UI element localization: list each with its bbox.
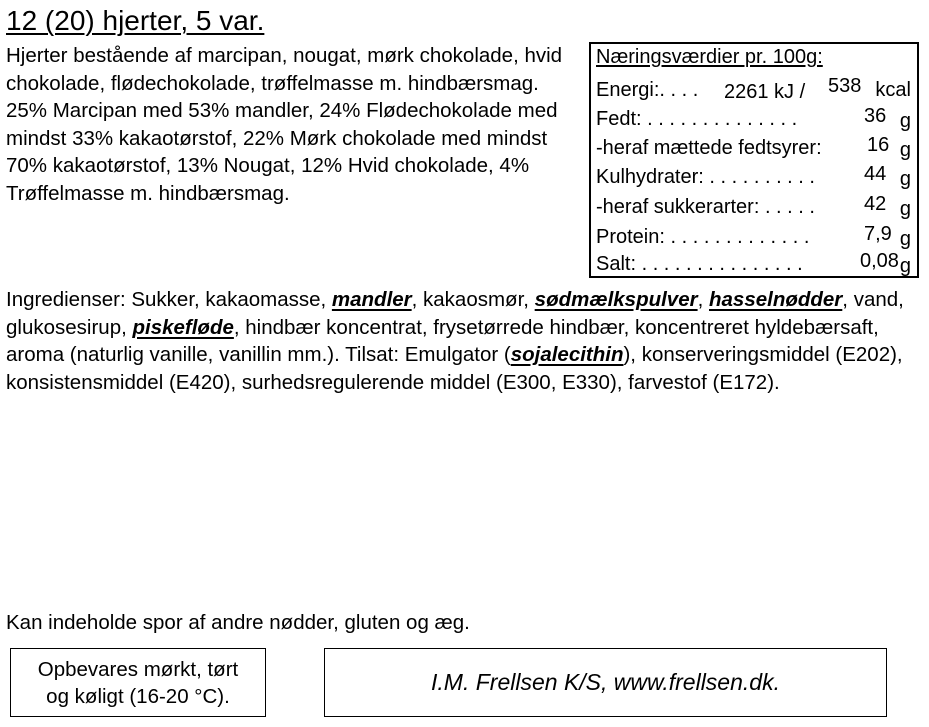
- storage-instructions-box: [10, 648, 266, 717]
- nutrition-value: 44: [864, 163, 887, 185]
- nutrition-label: Fedt: . . . . . . . . . . . . . .: [596, 108, 798, 130]
- producer-name: I.M. Frellsen K/S, www.frellsen.dk.: [431, 669, 780, 695]
- description-percentages: 25% Marcipan med 53% mandler, 24% Flødechokolade med mindst 33% kakaotørstof, 22% Mørk chokolade med mindst 70% kakaotørstof, 13% Nougat, 12% Hvid chokolade, 4% Trøffelmasse m. hindbærsmag.: [6, 99, 558, 205]
- nutrition-row-carbohydrates: [596, 162, 911, 192]
- nutrition-value-kcal: 538: [828, 75, 862, 97]
- nutrition-value: 36: [864, 105, 887, 127]
- nutrition-unit: g: [899, 110, 911, 132]
- nutrition-value: 0,08: [860, 250, 899, 272]
- storage-line: Opbevares mørkt, tørt: [37, 657, 239, 681]
- nutrition-row-sugars: [596, 192, 911, 222]
- storage-line: og køligt (16-20 °C).: [46, 684, 230, 708]
- ingredients-text: , hindbær koncentrat, frysetørrede hindbær, koncentreret hyldebærsaft, aroma (naturlig vanille, vanillin mm.). Tilsat: Emulgator (: [6, 315, 879, 366]
- product-title: 12 (20) hjerter, 5 var.: [6, 5, 265, 36]
- allergen-trace-warning: Kan indeholde spor af andre nødder, gluten og æg.: [6, 611, 470, 634]
- description-composition: Hjerter bestående af marcipan, nougat, mørk chokolade, hvid chokolade, flødechokolade, trøffelmasse m. hindbærsmag.: [6, 44, 563, 95]
- nutrition-unit: g: [899, 168, 911, 190]
- nutrition-label: -heraf mættede fedtsyrer:: [596, 137, 822, 159]
- ingredients-text: Ingredienser: Sukker, kakaomasse,: [6, 288, 332, 311]
- nutrition-value: 16: [867, 134, 890, 156]
- producer-box: [324, 648, 887, 717]
- nutrition-value-kj: 2261 kJ /: [724, 81, 806, 103]
- ingredients-text: ), konserveringsmiddel (E202), konsistensmiddel (E420), surhedsregulerende middel (E300, E330), farvestof (E172).: [6, 343, 903, 394]
- allergen-milk-powder: sødmælkspulver: [534, 288, 698, 311]
- nutrition-unit: kcal: [875, 79, 911, 101]
- nutrition-value: 42: [864, 193, 887, 215]
- nutrition-row-salt: [596, 249, 911, 279]
- ingredients-list: [6, 286, 911, 396]
- ingredients-text: , vand, glukosesirup,: [6, 288, 904, 339]
- nutrition-row-fat: [596, 104, 911, 134]
- nutrition-unit: g: [899, 139, 911, 161]
- nutrition-title: Næringsværdier pr. 100g:: [596, 46, 823, 68]
- nutrition-table: [589, 42, 919, 278]
- nutrition-label: Kulhydrater: . . . . . . . . . .: [596, 166, 815, 188]
- product-description: [6, 42, 581, 207]
- allergen-almonds: mandler: [331, 288, 412, 311]
- ingredients-text: ,: [697, 288, 709, 311]
- ingredients-text: , kakaosmør,: [411, 288, 535, 311]
- nutrition-unit: g: [899, 198, 911, 220]
- allergen-cream: piskefløde: [132, 315, 234, 339]
- nutrition-label: Salt: . . . . . . . . . . . . . . .: [596, 253, 803, 275]
- nutrition-label: Protein: . . . . . . . . . . . . .: [596, 226, 810, 248]
- allergen-hazelnuts: hasselnødder: [709, 288, 843, 311]
- nutrition-unit: g: [899, 228, 911, 250]
- nutrition-label: Energi:. . . .: [596, 79, 699, 101]
- nutrition-unit: g: [899, 255, 911, 277]
- nutrition-value: 7,9: [864, 223, 892, 245]
- allergen-soy-lecithin: sojalecithin: [510, 343, 624, 366]
- nutrition-label: -heraf sukkerarter: . . . . .: [596, 196, 815, 218]
